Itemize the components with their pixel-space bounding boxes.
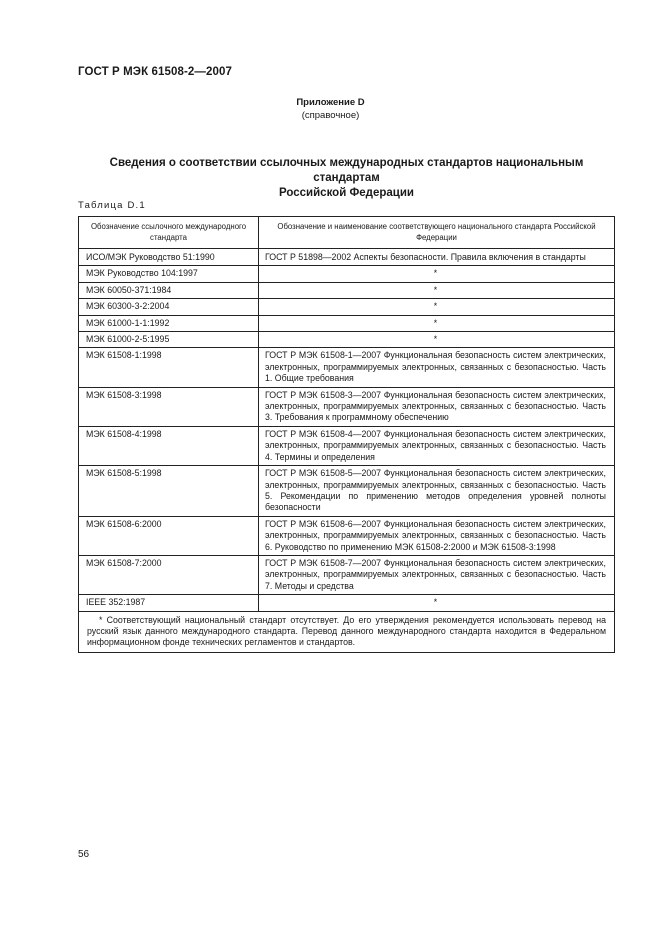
national-standard-cell: * bbox=[259, 315, 615, 331]
national-standard-cell: ГОСТ Р МЭК 61508-5—2007 Функциональная безопасность систем электрических, электронных, программируемых электронных, связанных с безопасностью. Часть 5. Рекомендации по применению методов определения уровней полноты безопасности bbox=[259, 466, 615, 517]
document-code: ГОСТ Р МЭК 61508-2—2007 bbox=[78, 66, 232, 78]
header-national-standard: Обозначение и наименование соответствующего национального стандарта Российской Федерации bbox=[259, 217, 615, 249]
table-row bbox=[79, 332, 615, 348]
section-title bbox=[78, 156, 615, 201]
table-header-row bbox=[79, 217, 615, 249]
table-footnote-row bbox=[79, 611, 615, 652]
table-row bbox=[79, 387, 615, 426]
national-standard-cell: ГОСТ Р 51898—2002 Аспекты безопасности. Правила включения в стандарты bbox=[259, 249, 615, 266]
ref-standard-cell: МЭК Руководство 104:1997 bbox=[79, 266, 259, 282]
ref-standard-cell: IEEE 352:1987 bbox=[79, 595, 259, 611]
national-standard-cell: * bbox=[259, 299, 615, 315]
ref-standard-cell: МЭК 60050-371:1984 bbox=[79, 282, 259, 298]
annex-title: Приложение D bbox=[296, 97, 365, 108]
national-standard-cell: ГОСТ Р МЭК 61508-6—2007 Функциональная безопасность систем электрических, электронных, программируемых электронных, связанных с безопасностью. Часть 6. Руководство по применению МЭК 61508-2:2000 и МЭК 61508-3:1998 bbox=[259, 516, 615, 555]
ref-standard-cell: МЭК 61508-5:1998 bbox=[79, 466, 259, 517]
page-number: 56 bbox=[78, 849, 90, 860]
national-standard-cell: ГОСТ Р МЭК 61508-4—2007 Функциональная безопасность систем электрических, электронных, программируемых электронных, связанных с безопасностью. Часть 4. Термины и определения bbox=[259, 426, 615, 465]
table-row bbox=[79, 299, 615, 315]
table-row bbox=[79, 516, 615, 555]
ref-standard-cell: МЭК 61000-1-1:1992 bbox=[79, 315, 259, 331]
table-row bbox=[79, 466, 615, 517]
ref-standard-cell: МЭК 61508-4:1998 bbox=[79, 426, 259, 465]
table-row bbox=[79, 348, 615, 387]
table-row bbox=[79, 249, 615, 266]
correspondence-table bbox=[78, 216, 615, 653]
ref-standard-cell: МЭК 61508-7:2000 bbox=[79, 555, 259, 594]
table-row bbox=[79, 266, 615, 282]
section-title-line2: Российской Федерации bbox=[278, 187, 414, 199]
table-row bbox=[79, 282, 615, 298]
table-row bbox=[79, 315, 615, 331]
annex-type: (справочное) bbox=[301, 110, 360, 121]
national-standard-cell: * bbox=[259, 595, 615, 611]
table-row bbox=[79, 595, 615, 611]
ref-standard-cell: МЭК 61508-1:1998 bbox=[79, 348, 259, 387]
annex-heading bbox=[0, 96, 661, 122]
national-standard-cell: ГОСТ Р МЭК 61508-1—2007 Функциональная безопасность систем электрических, электронных, программируемых электронных, связанных с безопасностью. Часть 1. Общие требования bbox=[259, 348, 615, 387]
table-caption: Таблица D.1 bbox=[78, 200, 146, 211]
ref-standard-cell: МЭК 61508-3:1998 bbox=[79, 387, 259, 426]
section-title-line1: Сведения о соответствии ссылочных международных стандартов национальным стандартам bbox=[109, 157, 584, 184]
ref-standard-cell: МЭК 61000-2-5:1995 bbox=[79, 332, 259, 348]
national-standard-cell: ГОСТ Р МЭК 61508-7—2007 Функциональная безопасность систем электрических, электронных, программируемых электронных, связанных с безопасностью. Часть 7. Методы и средства bbox=[259, 555, 615, 594]
table-row bbox=[79, 555, 615, 594]
ref-standard-cell: МЭК 61508-6:2000 bbox=[79, 516, 259, 555]
ref-standard-cell: МЭК 60300-3-2:2004 bbox=[79, 299, 259, 315]
table-row bbox=[79, 426, 615, 465]
national-standard-cell: ГОСТ Р МЭК 61508-3—2007 Функциональная безопасность систем электрических, электронных, программируемых электронных, связанных с безопасностью. Часть 3. Требования к программному обеспечению bbox=[259, 387, 615, 426]
national-standard-cell: * bbox=[259, 332, 615, 348]
national-standard-cell: * bbox=[259, 266, 615, 282]
ref-standard-cell: ИСО/МЭК Руководство 51:1990 bbox=[79, 249, 259, 266]
table-footnote: * Соответствующий национальный стандарт отсутствует. До его утверждения рекомендуется использовать перевод на русский язык данного международного стандарта. Перевод данного международного стандарта находится в Федеральном информационном фонде технических регламентов и стандартов. bbox=[79, 611, 615, 652]
header-ref-standard: Обозначение ссылочного международного стандарта bbox=[79, 217, 259, 249]
national-standard-cell: * bbox=[259, 282, 615, 298]
